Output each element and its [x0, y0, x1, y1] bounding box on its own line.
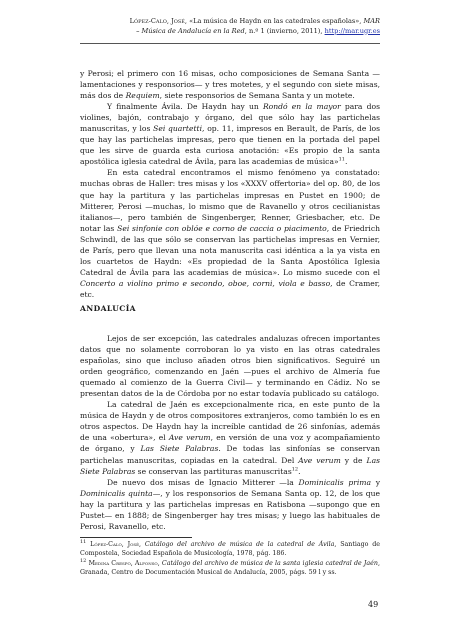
footnote-ref-11[interactable]: 11 [338, 156, 345, 163]
paragraph-6 [80, 477, 380, 532]
paragraph-1-text: y Perosi; el primero con 16 misas, ocho composiciones de Semana Santa —lamentaciones y responsorios— y tres motetes, y el segundo con siete misas, más dos de [80, 69, 380, 101]
header-rule [80, 43, 380, 44]
paragraph-5-text-b: , en versión de una voz y acompañamiento de órgano, y [80, 433, 380, 454]
header-issue: , n.º 1 (invierno, 2011), [244, 26, 323, 35]
paragraph-2-text-a: Y finalmente Ávila. De Haydn hay un [107, 102, 263, 112]
footnote-rule [80, 537, 192, 538]
paragraph-1 [80, 68, 380, 101]
paragraph-5-italic-2: Las Siete Palabras [140, 444, 219, 454]
section-heading-andalucia: ANDALUCÍA [80, 304, 136, 313]
paragraph-2-text-b: para dos violines, bajón, contrabajo y órgano, del que sólo hay las partichelas manuscritas, y los [80, 102, 380, 134]
paragraph-1-italic: Requiem [125, 91, 160, 101]
header-author: López-Calo, José, [129, 17, 187, 25]
footnote-11-author: López-Calo, José, [90, 541, 142, 548]
header-article-title: «La música de Haydn en las catedrales españolas», [189, 17, 362, 25]
paragraph-5-text-c: . De todas las sinfonías se conservan partichelas manuscritas, copiadas en la catedral. Del [80, 444, 380, 465]
footnote-12-author: Medina Crespo, Alfonso, [88, 559, 160, 567]
footnote-12-rest: , Granada, Centro de Documentación Musical de Andalucía, 2005, págs. 59 l y ss. [80, 559, 380, 577]
header-url-link[interactable]: http://mar.ugr.es [324, 26, 380, 35]
paragraph-1-end: , siete responsorios de Semana Santa y un motete. [159, 91, 355, 101]
paragraph-6-text-c: —, y los responsorios de Semana Santa op. 12, de los que hay la partitura y las partichelas impresas en Ratisbona —supongo que en Pustet— en 1888; de Singenberger hay tres misas; y luego las habituales de Perosi, Ravanello, etc. [80, 488, 380, 531]
paragraph-2-end: . [345, 157, 348, 167]
running-header [128, 17, 380, 36]
paragraph-5-italic-4: Las Siete Palabras [80, 455, 380, 476]
paragraph-5-end: . [298, 466, 301, 476]
paragraph-5-italic-3: Ave verum [298, 455, 341, 465]
paragraph-5-text-d: y de [340, 455, 367, 465]
paragraph-6-text-b: y [371, 477, 380, 487]
footnote-11-rest: , Santiago de Compostela, Sociedad Española de Musicología, 1978, pág. 186. [80, 541, 380, 558]
footnote-12-title: Catálogo del archivo de música de la santa iglesia catedral de Jaén [161, 559, 378, 567]
page-number: 49 [368, 600, 379, 609]
paragraph-3-italic-1: Sei sinfonie con oblóe e corno de caccia o piacimento [117, 223, 327, 233]
body-text-andalucia [80, 333, 380, 532]
footnote-ref-12[interactable]: 12 [291, 466, 299, 473]
paragraph-3-text-b: , de Friedrich Schwindl, de las que sólo se conservan las partichelas impresas en Vernier, de París, pero que llevan una nota manuscrita casi idéntica a la ya vista en los cuartetos de Haydn: «Es propiedad de la Santa Apostólica Iglesia Catedral de Ávila para las academias de música». Lo mismo sucede con el [80, 223, 380, 277]
footnote-11-number: 11 [80, 538, 87, 545]
footnote-12-number: 12 [80, 557, 87, 564]
paragraph-4: Lejos de ser excepción, las catedrales andaluzas ofrecen importantes datos que no solamente corroboran lo ya visto en las otras catedrales españolas, sino que incluso añaden otros bien significativos. Seguiré un orden geográfico, comenzando en Jaén —pues el archivo de Almería fue quemado al comienzo de la Guerra Civil— y terminando en Cádiz. No se presentan datos de la de Córdoba por no estar todavía publicado su catálogo. [80, 334, 380, 399]
paragraph-3 [80, 167, 380, 300]
paragraph-3-italic-2: Concerto a violino primo e secondo, oboe, corni, viola e basso [80, 278, 331, 288]
paragraph-5 [80, 399, 380, 476]
paragraph-5-text-a: La catedral de Jaén es excepcionalmente rica, en este punto de la música de Haydn y de otros compositores extranjeros, como también lo es en otros aspectos. De Haydn hay la increíble cantidad de 26 sinfonías, además de una «obertura», el [80, 400, 380, 443]
paragraph-2-text-c: , op. 11, impresos en Berault, de París, de los que hay las partichelas impresas, pero que tienen en la portada del papel que les sirve de guarda esta curiosa anotación: «Es propio de la santa apostólica iglesia catedral de Ávila, para las academias de música» [80, 124, 380, 167]
paragraph-2 [80, 101, 380, 167]
paragraph-6-italic-2: Dominicalis quinta [80, 488, 153, 498]
footnotes [80, 540, 380, 578]
paragraph-3-text-a: En esta catedral encontramos el mismo fenómeno ya constatado: muchas obras de Haller: tres misas y los «XXXV offertoria» del op. 80, de los que hay la partitura y las partichelas impresas en Pustet en 1900; de Mitterer, Perosi —muchas, lo mismo que de Ravanello y otros cecilianistas italianos—, pero también de Singenberger, Renner, Griesbacher, etc. De notar las [80, 168, 380, 233]
header-journal: MAR – Música de Andalucía en la Red [136, 17, 380, 35]
paragraph-3-end: , de Cramer, etc. [80, 278, 380, 299]
footnote-11 [80, 540, 380, 559]
paragraph-2-italic-1: Rondó en la mayor [262, 102, 341, 112]
footnote-12 [80, 559, 380, 578]
paragraph-6-italic-1: Dominicalis prima [298, 477, 371, 487]
paragraph-5-text-e: se conservan las partituras manuscritas [135, 466, 292, 476]
paragraph-5-italic-1: Ave verum [168, 433, 211, 443]
body-text-top [80, 68, 380, 300]
footnote-11-title: Catálogo del archivo de música de la catedral de Ávila [144, 541, 335, 548]
paragraph-2-italic-2: Sei quartetti [153, 124, 203, 134]
paragraph-6-text-a: De nuevo dos misas de Ignacio Mitterer —la [107, 477, 299, 487]
